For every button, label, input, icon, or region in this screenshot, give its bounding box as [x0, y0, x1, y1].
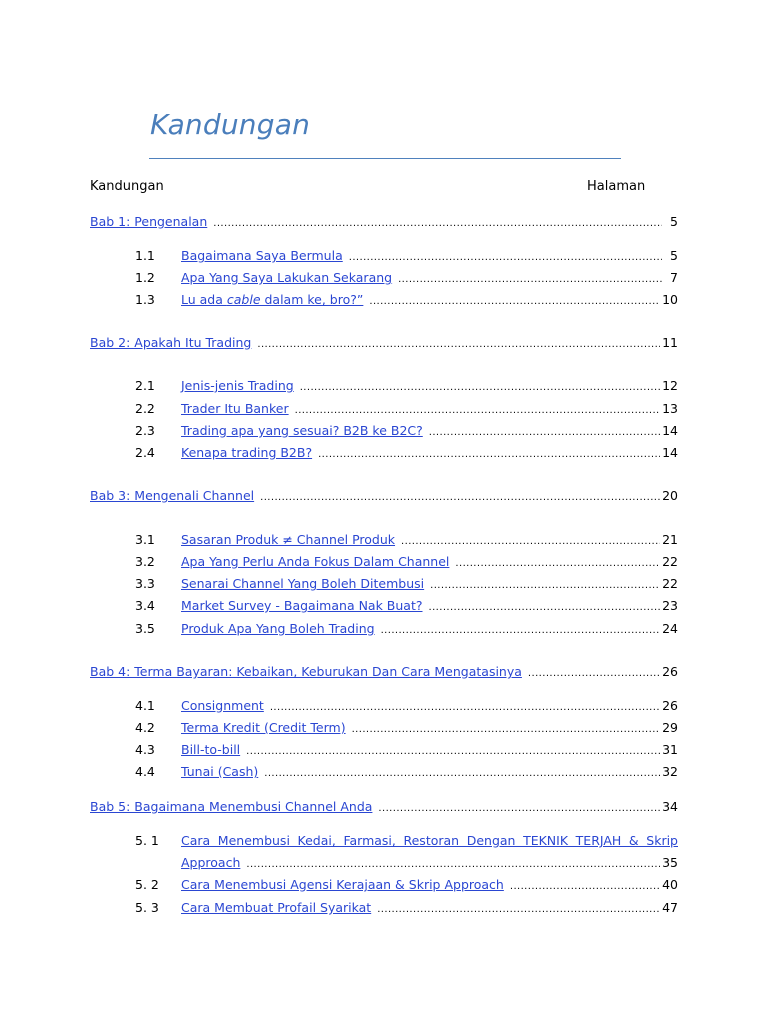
column-header-contents: Kandungan — [90, 179, 164, 194]
dot-leader — [300, 378, 660, 398]
page-number: 20 — [662, 488, 678, 503]
toc-item-1-2[interactable] — [135, 268, 678, 288]
page-number: 7 — [670, 270, 678, 285]
section-number: 4.2 — [135, 720, 155, 735]
dot-leader — [260, 488, 660, 508]
toc-item-3-4[interactable] — [135, 596, 678, 616]
toc-item-link[interactable]: Jenis-jenis Trading — [181, 378, 294, 393]
dot-leader — [349, 248, 662, 268]
toc-item-link[interactable]: Senarai Channel Yang Boleh Ditembusi — [181, 576, 425, 591]
toc-chapter-3[interactable] — [90, 486, 678, 506]
dot-leader — [246, 742, 660, 762]
toc-item-3-5[interactable] — [135, 619, 678, 639]
dot-leader — [246, 854, 660, 876]
toc-chapter-link[interactable]: Bab 1: Pengenalan — [90, 214, 208, 229]
page-title: Kandungan — [150, 108, 311, 141]
section-number: 1.1 — [135, 248, 155, 263]
toc-item-link[interactable]: Consignment — [181, 698, 264, 713]
toc-item-link[interactable]: Produk Apa Yang Boleh Trading — [181, 621, 375, 636]
page-number: 34 — [662, 799, 678, 814]
dot-leader — [257, 335, 660, 355]
section-number: 3.3 — [135, 576, 155, 591]
section-number: 3.2 — [135, 554, 155, 569]
section-number: 4.3 — [135, 742, 155, 757]
section-number: 2.2 — [135, 401, 155, 416]
toc-item-link[interactable]: Tunai (Cash) — [181, 764, 259, 779]
toc-item-text-italic: cable — [226, 292, 261, 307]
dot-leader — [270, 698, 660, 718]
toc-chapter-link[interactable]: Bab 3: Mengenali Channel — [90, 488, 255, 503]
dot-leader — [510, 877, 660, 897]
page-number: 35 — [662, 855, 678, 870]
toc-item-4-2[interactable] — [135, 718, 678, 738]
toc-item-link[interactable]: Terma Kredit (Credit Term) — [181, 720, 346, 735]
toc-item-2-3[interactable] — [135, 421, 678, 441]
page-number: 40 — [662, 877, 678, 892]
page-number: 29 — [662, 720, 678, 735]
section-number: 2.3 — [135, 423, 155, 438]
toc-item-4-1[interactable] — [135, 696, 678, 716]
page-number: 12 — [662, 378, 678, 393]
toc-item-5-1[interactable] — [135, 830, 678, 876]
section-number: 4.4 — [135, 764, 155, 779]
toc-item-1-1[interactable] — [135, 246, 678, 266]
page-number: 32 — [662, 764, 678, 779]
page-number: 14 — [662, 445, 678, 460]
dot-leader — [295, 401, 660, 421]
toc-item-link[interactable]: Apa Yang Perlu Anda Fokus Dalam Channel — [181, 554, 450, 569]
toc-item-link[interactable]: Kenapa trading B2B? — [181, 445, 313, 460]
toc-item-link[interactable]: Bagaimana Saya Bermula — [181, 248, 343, 263]
page-number: 21 — [662, 532, 678, 547]
section-number: 4.1 — [135, 698, 155, 713]
toc-chapter-4[interactable] — [90, 662, 678, 682]
column-header-page: Halaman — [587, 179, 646, 194]
dot-leader — [455, 554, 660, 574]
page-number: 5 — [670, 248, 678, 263]
toc-item-5-2[interactable] — [135, 875, 678, 895]
page-number: 22 — [662, 554, 678, 569]
toc-item-2-1[interactable] — [135, 376, 678, 396]
page-number: 10 — [662, 292, 678, 307]
toc-chapter-link[interactable]: Bab 2: Apakah Itu Trading — [90, 335, 252, 350]
page-number: 11 — [662, 335, 678, 350]
toc-item-link[interactable]: Sasaran Produk ≠ Channel Produk — [181, 532, 396, 547]
toc-item-link[interactable]: Bill-to-bill — [181, 742, 241, 757]
page-number: 24 — [662, 621, 678, 636]
toc-chapter-1[interactable] — [90, 212, 678, 232]
toc-item-3-3[interactable] — [135, 574, 678, 594]
toc-item-link[interactable] — [181, 290, 363, 310]
dot-leader — [528, 664, 660, 684]
section-number: 3.4 — [135, 598, 155, 613]
toc-item-1-3[interactable] — [135, 290, 678, 310]
toc-item-3-1[interactable] — [135, 530, 678, 550]
dot-leader — [318, 445, 660, 465]
dot-leader — [401, 532, 660, 552]
dot-leader — [213, 214, 662, 234]
page-number: 31 — [662, 742, 678, 757]
section-number: 5. 2 — [135, 877, 159, 892]
section-number: 2.1 — [135, 378, 155, 393]
toc-item-text-pre: Lu ada — [181, 292, 227, 307]
toc-chapter-2[interactable] — [90, 333, 678, 353]
dot-leader — [381, 621, 661, 641]
section-number: 3.5 — [135, 621, 155, 636]
dot-leader — [352, 720, 661, 740]
toc-item-4-4[interactable] — [135, 762, 678, 782]
toc-item-link[interactable]: Market Survey - Bagaimana Nak Buat? — [181, 598, 423, 613]
toc-chapter-link[interactable]: Bab 5: Bagaimana Menembusi Channel Anda — [90, 799, 373, 814]
dot-leader — [398, 270, 662, 290]
toc-chapter-link[interactable]: Bab 4: Terma Bayaran: Kebaikan, Keburukan Dan Cara Mengatasinya — [90, 664, 522, 679]
toc-item-link[interactable]: Trading apa yang sesuai? B2B ke B2C? — [181, 423, 423, 438]
toc-item-link[interactable]: Trader Itu Banker — [181, 401, 289, 416]
section-number: 2.4 — [135, 445, 155, 460]
dot-leader — [430, 576, 660, 596]
dot-leader — [429, 598, 661, 618]
dot-leader — [378, 799, 660, 819]
section-number: 5. 1 — [135, 833, 159, 848]
toc-item-5-3[interactable] — [135, 898, 678, 918]
dot-leader — [264, 764, 660, 784]
page-number: 26 — [662, 664, 678, 679]
page-number: 14 — [662, 423, 678, 438]
toc-item-2-4[interactable] — [135, 443, 678, 463]
page-number: 13 — [662, 401, 678, 416]
dot-leader — [377, 900, 660, 920]
page-number: 26 — [662, 698, 678, 713]
toc-item-4-3[interactable] — [135, 740, 678, 760]
toc-item-text-post: dalam ke, bro?” — [260, 292, 364, 307]
page-number: 47 — [662, 900, 678, 915]
toc-item-link-line2[interactable]: Approach — [181, 855, 241, 870]
toc-item-link[interactable]: Cara Membuat Profail Syarikat — [181, 900, 372, 915]
section-number: 1.2 — [135, 270, 155, 285]
title-underline — [149, 158, 621, 159]
dot-leader — [429, 423, 660, 443]
dot-leader — [369, 292, 660, 312]
page-number: 22 — [662, 576, 678, 591]
page-number: 23 — [662, 598, 678, 613]
section-number: 1.3 — [135, 292, 155, 307]
toc-chapter-5[interactable] — [90, 797, 678, 817]
toc-item-link[interactable]: Cara Menembusi Agensi Kerajaan & Skrip Approach — [181, 877, 504, 892]
section-number: 5. 3 — [135, 900, 159, 915]
page-number: 5 — [670, 214, 678, 229]
toc-item-3-2[interactable] — [135, 552, 678, 572]
section-number: 3.1 — [135, 532, 155, 547]
toc-item-2-2[interactable] — [135, 399, 678, 419]
toc-item-link-line1[interactable]: Cara Menembusi Kedai, Farmasi, Restoran Dengan TEKNIK TERJAH & Skrip — [181, 833, 678, 848]
toc-item-link[interactable]: Apa Yang Saya Lakukan Sekarang — [181, 270, 393, 285]
